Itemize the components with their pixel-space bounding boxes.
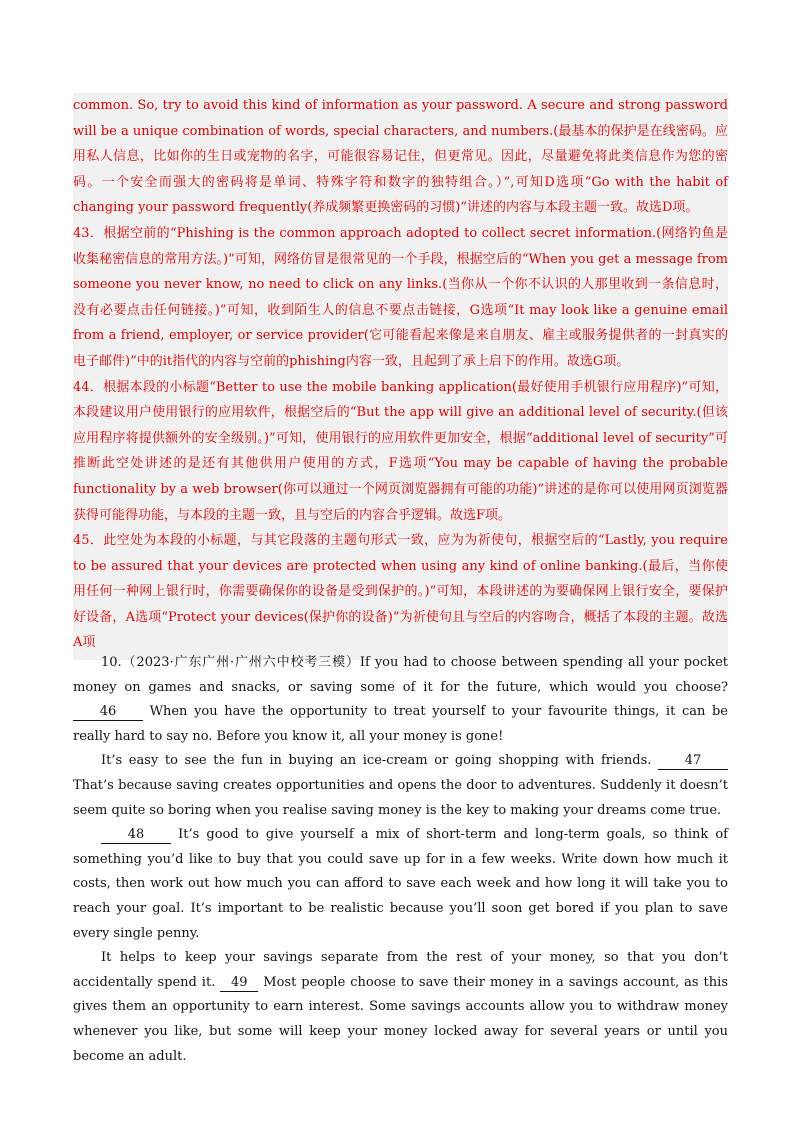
blank-48: 48 [101, 826, 171, 844]
paragraph-3 [73, 823, 728, 946]
answer-44: 44．根据本段的小标题“Better to use the mobile banking application(最好使用手机银行应用程序)”可知，本段建议用户使用银行的应用软件，根据空后的“But the app will give an additional level of security.(但该应用程序将提供额外的安全级别。)”可知，使用银行的应用软件更加安全，根据“additional level of security”可推断此空处讲述的是还有其他供用户使用的方式，F选项“You may be capable of having the probable functionality by a web browser(你可以通过一个网页浏览器拥有可能的功能)”讲述的是你可以使用网页浏览器获得可能得功能，与本段的主题一致，且与空后的内容合乎逻辑。故选F项。 [73, 379, 728, 523]
paragraph-1-text: When you have the opportunity to treat yourself to your favourite things, it can be really hard to say no. Before you know it, all your money is gone! [73, 704, 728, 744]
answer-43: 43．根据空前的“Phishing is the common approach adopted to collect secret information.(网络钓鱼是收集秘密信息的常用方法。)”可知，网络仿冒是很常见的一个手段，根据空后的“When you get a message from someone you never know, no need to click on any links.(当你从一个你不认识的人那里收到一条信息时，没有必要点击任何链接。)”可知，收到陌生人的信息不要点击链接，G选项“It may look like a genuine email from a friend, employer, or service provider(它可能看起来像是来自朋友、雇主或服务提供者的一封真实的电子邮件)”中的it指代的内容与空前的phishing内容一致，且起到了承上启下的作用。故选G项。 [73, 225, 728, 369]
paragraph-4-start: It helps to keep your savings separate from the rest of your money, so that you don’t accidentally spend it. [73, 950, 728, 990]
paragraph-4-text: Most people choose to save their money in a savings account, as this gives them an opportunity to earn interest. Some savings accounts allow you to withdraw money whenever you like, but some will keep your money locked away for several years or until you become an adult. [73, 974, 728, 1064]
question-intro: 10.（2023·广东广州·广州六中校考三模）If you had to choose between spending all your pocket money on games and snacks, or saving some of it for the future, which would you choose? [73, 655, 728, 695]
answer-explanations [73, 93, 728, 660]
blank-47: 47 [658, 752, 728, 770]
answer-45: 45．此空处为本段的小标题，与其它段落的主题句形式一致，应为为祈使句，根据空后的“Lastly, you require to be assured that your devices are protected when using any kind of online banking.(最后，当你使用任何一种网上银行时，你需要确保你的设备是受到保护的。)”可知，本段讲述的为要确保网上银行安全，要保护好设备，A选项“Protect your devices(保护你的设备)”为祈使句且与空后的内容吻合，概括了本段的主题。故选A项 [73, 533, 728, 651]
question-10-passage [73, 651, 728, 1069]
paragraph-4 [73, 946, 728, 1069]
paragraph-1 [73, 651, 728, 749]
paragraph-2-start: It’s easy to see the fun in buying an ice-cream or going shopping with friends. [101, 753, 658, 769]
answer-42-continuation: common. So, try to avoid this kind of information as your password. A secure and strong password will be a unique combination of words, special characters, and numbers.(最基本的保护是在线密码。应用私人信息，比如你的生日或宠物的名字，可能很容易记住，但更常见。因此，尽量避免将此类信息作为您的密码。一个安全而强大的密码将是单词、特殊字符和数字的独特组合。）”,可知D选项“Go with the habit of changing your password frequently(养成频繁更换密码的习惯)”讲述的内容与本段主题一致。故选D项。 [73, 98, 728, 216]
blank-49: 49 [220, 974, 258, 992]
paragraph-2-text: That’s because saving creates opportunities and opens the door to adventures. Suddenly it doesn’t seem quite so boring when you realise saving money is the key to making your dreams come true. [73, 777, 728, 818]
blank-46: 46 [73, 703, 143, 721]
paragraph-3-text: It’s good to give yourself a mix of short-term and long-term goals, so think of something you’d like to buy that you could save up for in a few weeks. Write down how much it costs, then work out how much you can afford to save each week and how long it will take you to reach your goal. It’s important to be realistic because you’ll soon get bored if you plan to save every single penny. [73, 827, 728, 941]
paragraph-2 [73, 749, 728, 823]
